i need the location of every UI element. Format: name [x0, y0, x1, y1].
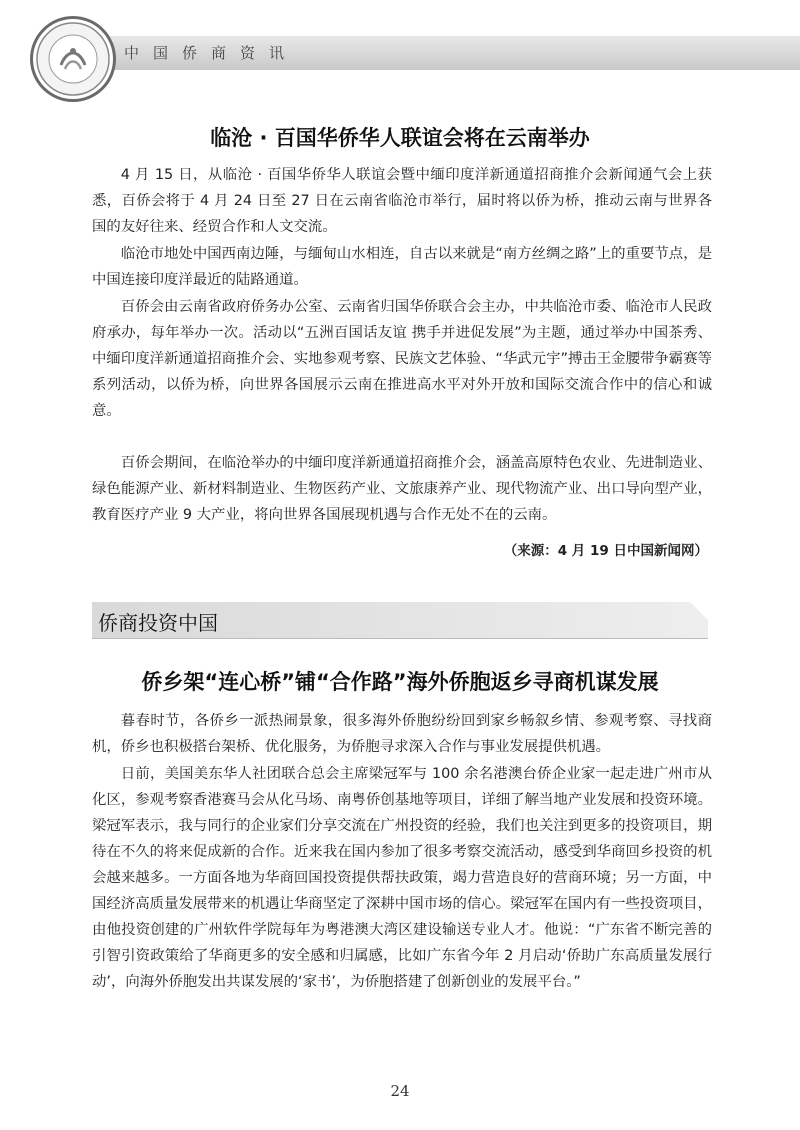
- article-paragraph: 百侨会由云南省政府侨务办公室、云南省归国华侨联合会主办，中共临沧市委、临沧市人民政府承办，每年举办一次。活动以“五洲百国话友谊 携手并进促发展”为主题，通过举办中国茶秀、中缅印度洋新通道招商推介会、实地参观考察、民族文艺体验、“华武元宇”搏击王金腰带争霸赛等系列活动，以侨为桥，向世界各国展示云南在推进高水平对外开放和国际交流合作中的信心和诚意。: [92, 299, 712, 419]
- article-paragraph: 4 月 15 日，从临沧 · 百国华侨华人联谊会暨中缅印度洋新通道招商推介会新闻通气会上获悉，百侨会将于 4 月 24 日至 27 日在云南省临沧市举行，届时将以侨为桥，推动云南与世界各国的友好往来、经贸合作和人文交流。: [92, 167, 712, 235]
- section-corner-decoration: [690, 602, 708, 620]
- article-paragraph: 百侨会期间，在临沧举办的中缅印度洋新通道招商推介会，涵盖高原特色农业、先进制造业、绿色能源产业、新材料制造业、生物医药产业、文旅康养产业、现代物流产业、出口导向型产业，教育医疗产业 9 大产业，将向世界各国展现机遇与合作无处不在的云南。: [92, 455, 712, 523]
- article-paragraph: 日前，美国美东华人社团联合总会主席梁冠军与 100 余名港澳台侨企业家一起走进广州市从化区，参观考察香港赛马会从化马场、南粤侨创基地等项目，详细了解当地产业发展和投资环境。梁冠军表示，我与同行的企业家们分享交流在广州投资的经验，我们也关注到更多的投资项目，期待在不久的将来促成新的合作。近来我在国内参加了很多考察交流活动，感受到华商回乡投资的机会越来越多。一方面各地为华商回国投资提供帮扶政策，竭力营造良好的营商环境；另一方面，中国经济高质量发展带来的机遇让华商坚定了深耕中国市场的信心。梁冠军在国内有一些投资项目，由他投资创建的广州软件学院每年为粤港澳大湾区建设输送专业人才。他说：“广东省不断完善的引智引资政策给了华商更多的安全感和归属感，比如广东省今年 2 月启动‘侨助广东高质量发展行动’，向海外侨胞发出共谋发展的‘家书’，为侨胞搭建了创新创业的发展平台。”: [92, 766, 712, 990]
- article-source: （来源：4 月 19 日中国新闻网）: [503, 543, 708, 559]
- page-number: 24: [390, 1082, 410, 1100]
- publication-title: 中国侨商资讯: [124, 44, 299, 62]
- section-label: 侨商投资中国: [98, 611, 218, 635]
- publication-logo: [30, 16, 116, 102]
- article-paragraph: 暮春时节，各侨乡一派热闹景象，很多海外侨胞纷纷回到家乡畅叙乡情、参观考察、寻找商机，侨乡也积极搭台架桥、优化服务，为侨胞寻求深入合作与事业发展提供机遇。: [92, 713, 712, 755]
- article-title: 临沧 · 百国华侨华人联谊会将在云南举办: [210, 126, 590, 150]
- article-title: 侨乡架“连心桥”铺“合作路”海外侨胞返乡寻商机谋发展: [141, 670, 659, 694]
- article-paragraph: 临沧市地处中国西南边陲，与缅甸山水相连，自古以来就是“南方丝绸之路”上的重要节点，是中国连接印度洋最近的陆路通道。: [92, 246, 712, 288]
- logo-emblem-icon: [33, 19, 113, 99]
- section-header: [92, 602, 708, 639]
